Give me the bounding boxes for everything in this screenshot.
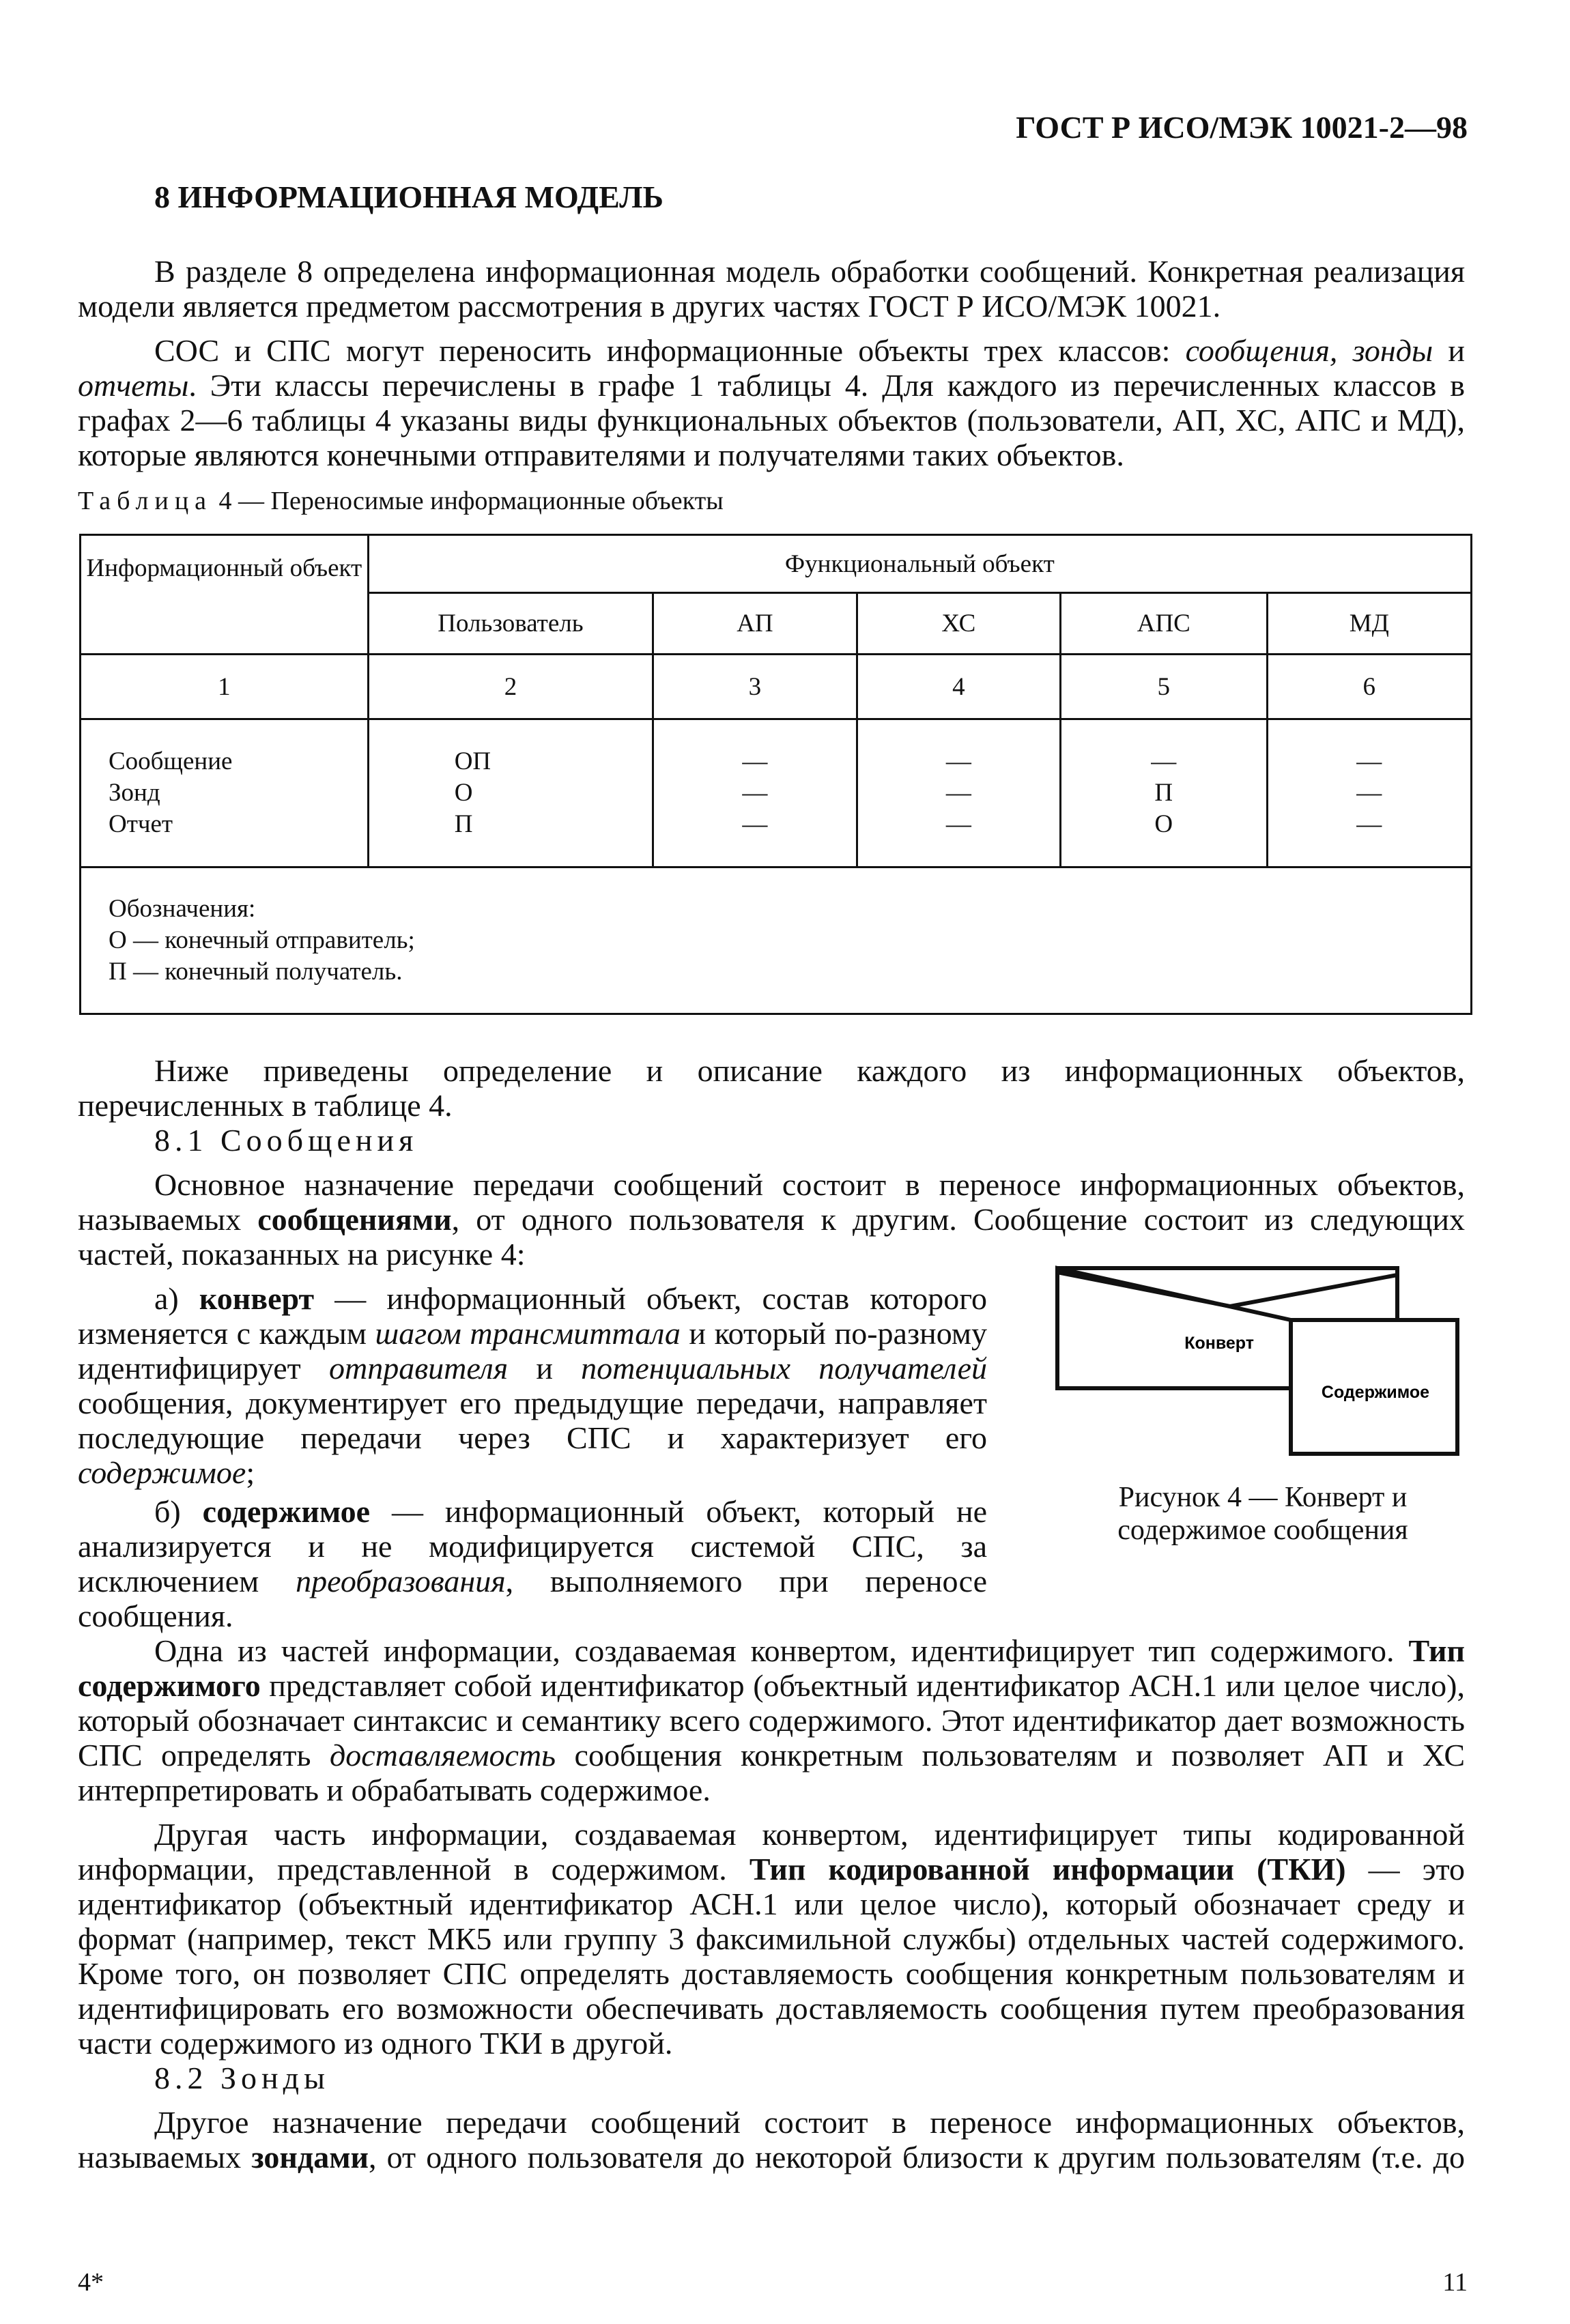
table-caption: [78, 486, 724, 516]
bold-term: содержимое: [202, 1494, 371, 1529]
legend-item: О — конечный отправитель;: [109, 926, 415, 954]
text-run: СОС и СПС могут переносить информационные объекты трех классов:: [154, 333, 1186, 368]
text-run: Одна из частей информации, создаваемая конвертом, идентифицирует тип содержимого.: [154, 1633, 1409, 1668]
bold-term: сообщениями: [257, 1202, 452, 1237]
table-caption-text: 4 — Переносимые информационные объекты: [212, 487, 724, 515]
header-col: ХС: [857, 593, 1060, 655]
table-cell: Сообщение: [109, 747, 233, 775]
text-run: Основное назначение передачи сообщений состоит в переносе информационных объектов, называемых: [78, 1167, 1465, 1237]
italic-term: отчеты: [78, 368, 189, 403]
table-cell: —: [945, 779, 971, 807]
row-names: [81, 719, 369, 867]
body-text: [78, 1053, 1465, 2184]
col-number: 4: [857, 655, 1060, 719]
col-number: 6: [1267, 655, 1471, 719]
text-run: В разделе 8 определена информационная модель обработки сообщений. Конкретная реализация модели является предметом рассмотрения в других частях ГОСТ Р ИСО/МЭК 10021.: [78, 254, 1465, 324]
table-cell: П: [1154, 779, 1173, 807]
text-run: б): [154, 1494, 203, 1529]
table-cell: П: [454, 810, 473, 838]
header-col: АПС: [1061, 593, 1267, 655]
text-run: , от одного пользователя к другим. Сообщение состоит из следующих частей, показанных на рисунке 4:: [78, 1202, 1465, 1272]
italic-term: содержимое: [78, 1455, 246, 1490]
table-cell: —: [1151, 747, 1177, 775]
paragraph: [78, 1817, 1465, 2061]
legend-title: Обозначения:: [109, 895, 256, 923]
table-legend: [81, 867, 1472, 1014]
header-col: МД: [1267, 593, 1471, 655]
col-md: [1267, 719, 1471, 867]
italic-term: шагом трансмиттала: [375, 1316, 681, 1351]
table-cell: О: [454, 779, 473, 807]
text-run: ;: [246, 1455, 255, 1490]
sheet-mark: 4*: [78, 2268, 104, 2297]
header-col: АП: [653, 593, 857, 655]
subsection-8-1: 8.1 Сообщения: [154, 1123, 418, 1158]
subsection-8-2: 8.2 Зонды: [154, 2061, 330, 2095]
table-cell: —: [945, 747, 971, 775]
page-number: 11: [1442, 2268, 1468, 2297]
bold-term: Тип кодированной информации (ТКИ): [749, 1852, 1346, 1887]
document-code: ГОСТ Р ИСО/МЭК 10021-2—98: [1016, 110, 1468, 145]
text-run: и который по-разному идентифицирует: [78, 1316, 987, 1386]
header-functional-object: Функциональный объект: [368, 535, 1471, 593]
content-label: Содержимое: [1321, 1383, 1430, 1402]
paragraph: [78, 254, 1465, 324]
italic-term: потенциальных получателей: [581, 1351, 987, 1386]
italic-term: сообщения, зонды: [1185, 333, 1433, 368]
text-run: — информационный объект, состав которого изменяется с каждым: [78, 1281, 987, 1351]
col-user: [368, 719, 653, 867]
table-cell: —: [1356, 747, 1382, 775]
text-run: Ниже приведены определение и описание каждого из информационных объектов, перечисленных в таблице 4.: [78, 1053, 1465, 1123]
paragraph: [78, 1167, 1465, 1272]
envelope-flap: [1057, 1272, 1397, 1306]
paragraph: [78, 1053, 1465, 1123]
table-cell: Зонд: [109, 779, 160, 807]
bold-term: зондами: [251, 2140, 369, 2175]
col-number: 1: [81, 655, 369, 719]
paragraph: [78, 333, 1465, 472]
col-ap: [653, 719, 857, 867]
table-cell: О: [1154, 810, 1173, 838]
info-objects-table: [79, 534, 1472, 1015]
col-hs: [857, 719, 1060, 867]
text-run: представляет собой идентификатор (объектный идентификатор АСН.1 или целое число), который обозначает синтаксис и семантику всего содержимого. Этот идентификатор дает возможность СПС определять: [78, 1668, 1465, 1773]
table-cell: —: [1356, 810, 1382, 838]
table-cell: ОП: [454, 747, 491, 775]
table-cell: Отчет: [109, 810, 173, 838]
text-run: — это идентификатор (объектный идентификатор АСН.1 или целое число), который обозначает среду и формат (например, текст МК5 или группу 3 факсимильной службы) отдельных частей содержимого. Кроме того, он позволяет СПС определять доставляемость сообщения конкретным пользователям и идентифицировать его возможности обеспечивать доставляемость сообщения путем преобразования части содержимого из одного ТКИ в другой.: [78, 1852, 1466, 2061]
paragraph: [78, 1633, 1465, 1807]
table-cell: —: [742, 747, 768, 775]
text-run: — информационный объект, который не анализируется и не модифицируется системой СПС, за исключением: [78, 1494, 987, 1598]
figure-caption: Рисунок 4 — Конверт и содержимое сообщения: [1117, 1482, 1408, 1546]
text-run: , выполняемого при переносе сообщения.: [78, 1564, 987, 1633]
text-run: . Эти классы перечислены в графе 1 таблицы 4. Для каждого из перечисленных классов в графах 2—6 таблицы 4 указаны виды функциональных объектов (пользователи, АП, ХС, АПС и МД), которые являются конечными отправителями и получателями таких объектов.: [78, 368, 1465, 472]
text-run: Другая часть информации, создаваемая конвертом, идентифицирует типы кодированной информации, представленной в содержимом.: [78, 1817, 1465, 1887]
text-run: Другое назначение передачи сообщений состоит в переносе информационных объектов, называемых: [78, 2105, 1465, 2175]
bold-term: конверт: [199, 1281, 315, 1316]
italic-term: доставляемость: [329, 1738, 556, 1773]
table-cell: —: [742, 810, 768, 838]
text-run: , от одного пользователя до некоторой близости к другим пользователям (т.е. до: [369, 2140, 1466, 2175]
legend-item: П — конечный получатель.: [109, 958, 403, 986]
table-caption-label: Таблица: [78, 487, 213, 515]
text-run: сообщения, документирует его предыдущие передачи, направляет последующие передачи через СПС и характеризует его: [78, 1386, 987, 1455]
text-run: и: [1433, 333, 1466, 368]
text-run: и: [508, 1351, 582, 1386]
paragraph: [78, 2105, 1465, 2175]
section-title: 8 ИНФОРМАЦИОННАЯ МОДЕЛЬ: [154, 180, 663, 214]
bold-term: Тип содержимого: [78, 1633, 1465, 1703]
table-cell: —: [742, 779, 768, 807]
italic-term: отправителя: [328, 1351, 509, 1386]
table-cell: —: [945, 810, 971, 838]
envelope-label: Конверт: [1184, 1334, 1254, 1353]
col-number: 5: [1061, 655, 1267, 719]
envelope-content-figure: [1055, 1263, 1464, 1461]
col-aps: [1061, 719, 1267, 867]
table-cell: —: [1356, 779, 1382, 807]
text-run: сообщения конкретным пользователям и позволяет АП и ХС интерпретировать и обрабатывать содержимое.: [78, 1738, 1466, 1807]
header-info-object: Информационный объект: [81, 535, 369, 655]
header-col: Пользователь: [368, 593, 653, 655]
table-data-rows: [81, 719, 1472, 867]
intro-text: [78, 254, 1465, 482]
col-number: 2: [368, 655, 653, 719]
italic-term: преобразования: [296, 1564, 506, 1598]
text-run: а): [154, 1281, 199, 1316]
col-number: 3: [653, 655, 857, 719]
